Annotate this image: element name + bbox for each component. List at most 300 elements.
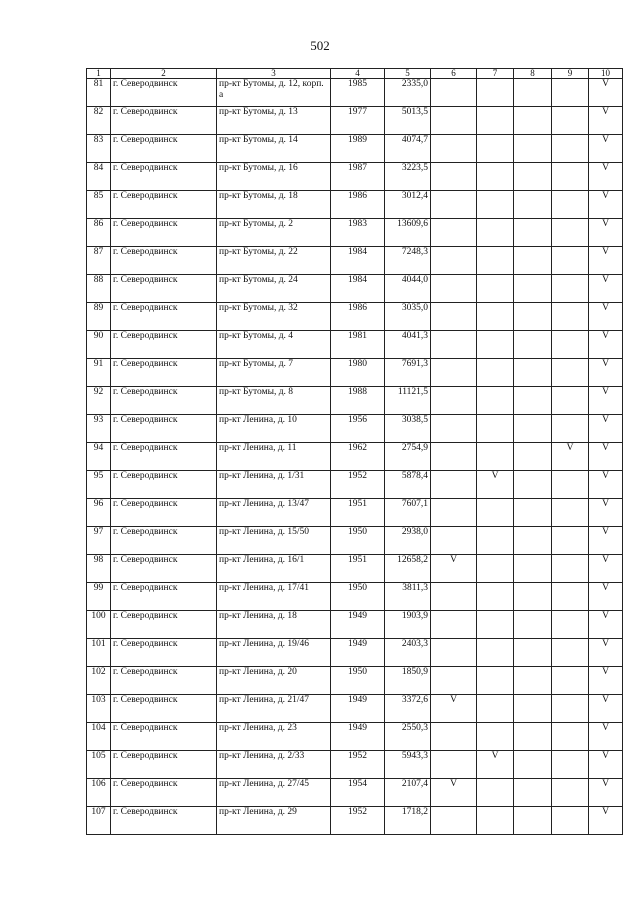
year-cell: 1981 xyxy=(331,331,385,359)
city-cell: г. Северодвинск xyxy=(111,163,217,191)
mark-cell-8 xyxy=(514,639,552,667)
area-cell: 1718,2 xyxy=(385,807,431,835)
mark-cell-10: V xyxy=(589,79,623,107)
mark-cell-9 xyxy=(552,387,589,415)
mark-cell-6 xyxy=(431,135,477,163)
table-row xyxy=(87,331,623,359)
row-number: 107 xyxy=(87,807,111,835)
mark-cell-10: V xyxy=(589,499,623,527)
mark-cell-6 xyxy=(431,443,477,471)
address-cell: пр-кт Бутомы, д. 4 xyxy=(217,331,331,359)
row-number: 81 xyxy=(87,79,111,107)
mark-cell-9 xyxy=(552,219,589,247)
mark-cell-7 xyxy=(477,163,514,191)
mark-cell-7 xyxy=(477,107,514,135)
mark-cell-9 xyxy=(552,415,589,443)
area-cell: 7691,3 xyxy=(385,359,431,387)
city-cell: г. Северодвинск xyxy=(111,331,217,359)
mark-cell-8 xyxy=(514,695,552,723)
mark-cell-9 xyxy=(552,79,589,107)
table-row xyxy=(87,163,623,191)
address-cell: пр-кт Ленина, д. 18 xyxy=(217,611,331,639)
area-cell: 4074,7 xyxy=(385,135,431,163)
table-row xyxy=(87,583,623,611)
table-row xyxy=(87,779,623,807)
address-cell: пр-кт Ленина, д. 23 xyxy=(217,723,331,751)
mark-cell-10: V xyxy=(589,275,623,303)
table-row xyxy=(87,751,623,779)
column-header-9: 9 xyxy=(552,69,589,79)
table-row xyxy=(87,499,623,527)
row-number: 98 xyxy=(87,555,111,583)
row-number: 99 xyxy=(87,583,111,611)
mark-cell-6 xyxy=(431,219,477,247)
table-row xyxy=(87,667,623,695)
row-number: 85 xyxy=(87,191,111,219)
address-cell: пр-кт Бутомы, д. 2 xyxy=(217,219,331,247)
area-cell: 5013,5 xyxy=(385,107,431,135)
year-cell: 1950 xyxy=(331,527,385,555)
table-row xyxy=(87,135,623,163)
table-row xyxy=(87,415,623,443)
mark-cell-8 xyxy=(514,555,552,583)
row-number: 95 xyxy=(87,471,111,499)
table-row xyxy=(87,303,623,331)
column-header-2: 2 xyxy=(111,69,217,79)
city-cell: г. Северодвинск xyxy=(111,247,217,275)
address-cell: пр-кт Ленина, д. 15/50 xyxy=(217,527,331,555)
mark-cell-8 xyxy=(514,135,552,163)
city-cell: г. Северодвинск xyxy=(111,667,217,695)
row-number: 91 xyxy=(87,359,111,387)
address-cell: пр-кт Ленина, д. 2/33 xyxy=(217,751,331,779)
mark-cell-9 xyxy=(552,779,589,807)
city-cell: г. Северодвинск xyxy=(111,219,217,247)
mark-cell-8 xyxy=(514,527,552,555)
area-cell: 3372,6 xyxy=(385,695,431,723)
mark-cell-6 xyxy=(431,611,477,639)
column-header-6: 6 xyxy=(431,69,477,79)
row-number: 101 xyxy=(87,639,111,667)
address-cell: пр-кт Ленина, д. 29 xyxy=(217,807,331,835)
city-cell: г. Северодвинск xyxy=(111,751,217,779)
mark-cell-8 xyxy=(514,219,552,247)
mark-cell-8 xyxy=(514,387,552,415)
mark-cell-6 xyxy=(431,359,477,387)
year-cell: 1952 xyxy=(331,751,385,779)
area-cell: 2938,0 xyxy=(385,527,431,555)
row-number: 97 xyxy=(87,527,111,555)
mark-cell-6 xyxy=(431,163,477,191)
mark-cell-8 xyxy=(514,667,552,695)
mark-cell-9 xyxy=(552,499,589,527)
address-cell: пр-кт Бутомы, д. 8 xyxy=(217,387,331,415)
row-number: 89 xyxy=(87,303,111,331)
mark-cell-7 xyxy=(477,555,514,583)
mark-cell-9 xyxy=(552,331,589,359)
mark-cell-9 xyxy=(552,667,589,695)
area-cell: 7248,3 xyxy=(385,247,431,275)
area-cell: 5943,3 xyxy=(385,751,431,779)
mark-cell-8 xyxy=(514,583,552,611)
mark-cell-9 xyxy=(552,275,589,303)
mark-cell-7 xyxy=(477,583,514,611)
mark-cell-9 xyxy=(552,191,589,219)
mark-cell-10: V xyxy=(589,471,623,499)
year-cell: 1980 xyxy=(331,359,385,387)
address-cell: пр-кт Ленина, д. 21/47 xyxy=(217,695,331,723)
area-cell: 7607,1 xyxy=(385,499,431,527)
year-cell: 1956 xyxy=(331,415,385,443)
address-cell: пр-кт Ленина, д. 13/47 xyxy=(217,499,331,527)
city-cell: г. Северодвинск xyxy=(111,639,217,667)
header-row xyxy=(87,69,623,79)
mark-cell-9 xyxy=(552,639,589,667)
area-cell: 12658,2 xyxy=(385,555,431,583)
mark-cell-10: V xyxy=(589,555,623,583)
address-cell: пр-кт Бутомы, д. 22 xyxy=(217,247,331,275)
address-cell: пр-кт Ленина, д. 11 xyxy=(217,443,331,471)
mark-cell-6 xyxy=(431,583,477,611)
mark-cell-7 xyxy=(477,303,514,331)
mark-cell-10: V xyxy=(589,387,623,415)
year-cell: 1977 xyxy=(331,107,385,135)
year-cell: 1952 xyxy=(331,807,385,835)
row-number: 92 xyxy=(87,387,111,415)
mark-cell-6 xyxy=(431,723,477,751)
area-cell: 13609,6 xyxy=(385,219,431,247)
row-number: 82 xyxy=(87,107,111,135)
mark-cell-9 xyxy=(552,555,589,583)
year-cell: 1962 xyxy=(331,443,385,471)
mark-cell-9 xyxy=(552,107,589,135)
address-cell: пр-кт Бутомы, д. 13 xyxy=(217,107,331,135)
mark-cell-8 xyxy=(514,247,552,275)
city-cell: г. Северодвинск xyxy=(111,415,217,443)
mark-cell-8 xyxy=(514,807,552,835)
year-cell: 1986 xyxy=(331,303,385,331)
area-cell: 2107,4 xyxy=(385,779,431,807)
mark-cell-10: V xyxy=(589,639,623,667)
mark-cell-7 xyxy=(477,779,514,807)
mark-cell-6 xyxy=(431,807,477,835)
table-row xyxy=(87,527,623,555)
city-cell: г. Северодвинск xyxy=(111,387,217,415)
table-row xyxy=(87,387,623,415)
mark-cell-9 xyxy=(552,163,589,191)
address-cell: пр-кт Бутомы, д. 18 xyxy=(217,191,331,219)
mark-cell-10: V xyxy=(589,163,623,191)
mark-cell-8 xyxy=(514,275,552,303)
year-cell: 1949 xyxy=(331,695,385,723)
mark-cell-6: V xyxy=(431,555,477,583)
mark-cell-10: V xyxy=(589,415,623,443)
address-cell: пр-кт Ленина, д. 16/1 xyxy=(217,555,331,583)
row-number: 88 xyxy=(87,275,111,303)
mark-cell-6 xyxy=(431,303,477,331)
mark-cell-9 xyxy=(552,247,589,275)
area-cell: 4041,3 xyxy=(385,331,431,359)
mark-cell-7 xyxy=(477,219,514,247)
row-number: 83 xyxy=(87,135,111,163)
row-number: 90 xyxy=(87,331,111,359)
area-cell: 3811,3 xyxy=(385,583,431,611)
mark-cell-10: V xyxy=(589,807,623,835)
mark-cell-8 xyxy=(514,611,552,639)
address-cell: пр-кт Бутомы, д. 16 xyxy=(217,163,331,191)
mark-cell-7 xyxy=(477,527,514,555)
area-cell: 2403,3 xyxy=(385,639,431,667)
row-number: 84 xyxy=(87,163,111,191)
mark-cell-9 xyxy=(552,303,589,331)
mark-cell-8 xyxy=(514,443,552,471)
address-cell: пр-кт Ленина, д. 20 xyxy=(217,667,331,695)
housing-registry-table xyxy=(86,68,623,835)
mark-cell-8 xyxy=(514,331,552,359)
mark-cell-8 xyxy=(514,471,552,499)
row-number: 102 xyxy=(87,667,111,695)
area-cell: 3035,0 xyxy=(385,303,431,331)
row-number: 104 xyxy=(87,723,111,751)
mark-cell-8 xyxy=(514,303,552,331)
mark-cell-7: V xyxy=(477,471,514,499)
mark-cell-6 xyxy=(431,499,477,527)
area-cell: 2550,3 xyxy=(385,723,431,751)
row-number: 100 xyxy=(87,611,111,639)
city-cell: г. Северодвинск xyxy=(111,499,217,527)
year-cell: 1984 xyxy=(331,247,385,275)
mark-cell-10: V xyxy=(589,723,623,751)
mark-cell-6: V xyxy=(431,779,477,807)
city-cell: г. Северодвинск xyxy=(111,359,217,387)
mark-cell-10: V xyxy=(589,527,623,555)
mark-cell-6 xyxy=(431,275,477,303)
mark-cell-7 xyxy=(477,359,514,387)
mark-cell-6 xyxy=(431,639,477,667)
mark-cell-10: V xyxy=(589,751,623,779)
mark-cell-8 xyxy=(514,359,552,387)
year-cell: 1951 xyxy=(331,555,385,583)
city-cell: г. Северодвинск xyxy=(111,275,217,303)
area-cell: 4044,0 xyxy=(385,275,431,303)
year-cell: 1949 xyxy=(331,723,385,751)
city-cell: г. Северодвинск xyxy=(111,527,217,555)
mark-cell-10: V xyxy=(589,219,623,247)
year-cell: 1985 xyxy=(331,79,385,107)
mark-cell-7: V xyxy=(477,751,514,779)
mark-cell-10: V xyxy=(589,667,623,695)
row-number: 103 xyxy=(87,695,111,723)
mark-cell-10: V xyxy=(589,443,623,471)
mark-cell-10: V xyxy=(589,107,623,135)
mark-cell-9 xyxy=(552,751,589,779)
mark-cell-6 xyxy=(431,471,477,499)
mark-cell-8 xyxy=(514,163,552,191)
mark-cell-6 xyxy=(431,751,477,779)
address-cell: пр-кт Ленина, д. 19/46 xyxy=(217,639,331,667)
mark-cell-6 xyxy=(431,79,477,107)
mark-cell-9 xyxy=(552,135,589,163)
row-number: 93 xyxy=(87,415,111,443)
table-row xyxy=(87,471,623,499)
year-cell: 1986 xyxy=(331,191,385,219)
table-row xyxy=(87,611,623,639)
mark-cell-10: V xyxy=(589,331,623,359)
table-row xyxy=(87,219,623,247)
year-cell: 1949 xyxy=(331,611,385,639)
mark-cell-6 xyxy=(431,191,477,219)
area-cell: 1903,9 xyxy=(385,611,431,639)
mark-cell-8 xyxy=(514,79,552,107)
table-row xyxy=(87,191,623,219)
table-row xyxy=(87,807,623,835)
row-number: 105 xyxy=(87,751,111,779)
column-header-10: 10 xyxy=(589,69,623,79)
city-cell: г. Северодвинск xyxy=(111,471,217,499)
mark-cell-7 xyxy=(477,415,514,443)
mark-cell-6: V xyxy=(431,695,477,723)
table-row xyxy=(87,555,623,583)
mark-cell-9 xyxy=(552,527,589,555)
mark-cell-10: V xyxy=(589,135,623,163)
year-cell: 1952 xyxy=(331,471,385,499)
mark-cell-8 xyxy=(514,191,552,219)
area-cell: 2335,0 xyxy=(385,79,431,107)
year-cell: 1984 xyxy=(331,275,385,303)
table-header xyxy=(87,69,623,79)
year-cell: 1951 xyxy=(331,499,385,527)
city-cell: г. Северодвинск xyxy=(111,107,217,135)
mark-cell-7 xyxy=(477,331,514,359)
address-cell: пр-кт Ленина, д. 27/45 xyxy=(217,779,331,807)
city-cell: г. Северодвинск xyxy=(111,611,217,639)
mark-cell-10: V xyxy=(589,779,623,807)
mark-cell-8 xyxy=(514,779,552,807)
mark-cell-8 xyxy=(514,499,552,527)
year-cell: 1987 xyxy=(331,163,385,191)
mark-cell-7 xyxy=(477,639,514,667)
area-cell: 5878,4 xyxy=(385,471,431,499)
mark-cell-7 xyxy=(477,79,514,107)
mark-cell-10: V xyxy=(589,611,623,639)
area-cell: 1850,9 xyxy=(385,667,431,695)
address-cell: пр-кт Ленина, д. 17/41 xyxy=(217,583,331,611)
year-cell: 1950 xyxy=(331,667,385,695)
city-cell: г. Северодвинск xyxy=(111,723,217,751)
column-header-1: 1 xyxy=(87,69,111,79)
mark-cell-9 xyxy=(552,695,589,723)
row-number: 96 xyxy=(87,499,111,527)
table-body xyxy=(87,79,623,835)
page-number: 502 xyxy=(310,38,330,53)
table-row xyxy=(87,723,623,751)
mark-cell-7 xyxy=(477,275,514,303)
year-cell: 1950 xyxy=(331,583,385,611)
column-header-7: 7 xyxy=(477,69,514,79)
mark-cell-7 xyxy=(477,443,514,471)
mark-cell-6 xyxy=(431,415,477,443)
table-row xyxy=(87,275,623,303)
mark-cell-9: V xyxy=(552,443,589,471)
mark-cell-10: V xyxy=(589,359,623,387)
row-number: 87 xyxy=(87,247,111,275)
mark-cell-6 xyxy=(431,331,477,359)
mark-cell-6 xyxy=(431,107,477,135)
address-cell: пр-кт Бутомы, д. 24 xyxy=(217,275,331,303)
mark-cell-8 xyxy=(514,723,552,751)
mark-cell-6 xyxy=(431,387,477,415)
table-row xyxy=(87,639,623,667)
area-cell: 3223,5 xyxy=(385,163,431,191)
column-header-3: 3 xyxy=(217,69,331,79)
address-cell: пр-кт Бутомы, д. 12, корп. а xyxy=(217,79,331,107)
table-row xyxy=(87,443,623,471)
year-cell: 1988 xyxy=(331,387,385,415)
city-cell: г. Северодвинск xyxy=(111,695,217,723)
mark-cell-6 xyxy=(431,667,477,695)
row-number: 106 xyxy=(87,779,111,807)
mark-cell-10: V xyxy=(589,247,623,275)
city-cell: г. Северодвинск xyxy=(111,443,217,471)
address-cell: пр-кт Бутомы, д. 7 xyxy=(217,359,331,387)
table-row xyxy=(87,247,623,275)
mark-cell-9 xyxy=(552,723,589,751)
city-cell: г. Северодвинск xyxy=(111,135,217,163)
column-header-4: 4 xyxy=(331,69,385,79)
table-row xyxy=(87,79,623,107)
mark-cell-9 xyxy=(552,807,589,835)
year-cell: 1983 xyxy=(331,219,385,247)
area-cell: 3012,4 xyxy=(385,191,431,219)
city-cell: г. Северодвинск xyxy=(111,191,217,219)
address-cell: пр-кт Ленина, д. 1/31 xyxy=(217,471,331,499)
mark-cell-8 xyxy=(514,415,552,443)
mark-cell-10: V xyxy=(589,695,623,723)
mark-cell-7 xyxy=(477,387,514,415)
year-cell: 1989 xyxy=(331,135,385,163)
mark-cell-8 xyxy=(514,751,552,779)
mark-cell-7 xyxy=(477,135,514,163)
mark-cell-10: V xyxy=(589,583,623,611)
table-row xyxy=(87,695,623,723)
city-cell: г. Северодвинск xyxy=(111,555,217,583)
mark-cell-10: V xyxy=(589,303,623,331)
mark-cell-9 xyxy=(552,359,589,387)
table-row xyxy=(87,359,623,387)
mark-cell-7 xyxy=(477,247,514,275)
mark-cell-7 xyxy=(477,499,514,527)
column-header-5: 5 xyxy=(385,69,431,79)
year-cell: 1954 xyxy=(331,779,385,807)
area-cell: 3038,5 xyxy=(385,415,431,443)
city-cell: г. Северодвинск xyxy=(111,583,217,611)
mark-cell-6 xyxy=(431,527,477,555)
mark-cell-7 xyxy=(477,807,514,835)
row-number: 94 xyxy=(87,443,111,471)
city-cell: г. Северодвинск xyxy=(111,303,217,331)
mark-cell-7 xyxy=(477,695,514,723)
year-cell: 1949 xyxy=(331,639,385,667)
table-row xyxy=(87,107,623,135)
mark-cell-6 xyxy=(431,247,477,275)
mark-cell-7 xyxy=(477,191,514,219)
mark-cell-10: V xyxy=(589,191,623,219)
row-number: 86 xyxy=(87,219,111,247)
mark-cell-9 xyxy=(552,611,589,639)
city-cell: г. Северодвинск xyxy=(111,779,217,807)
mark-cell-7 xyxy=(477,611,514,639)
mark-cell-7 xyxy=(477,667,514,695)
